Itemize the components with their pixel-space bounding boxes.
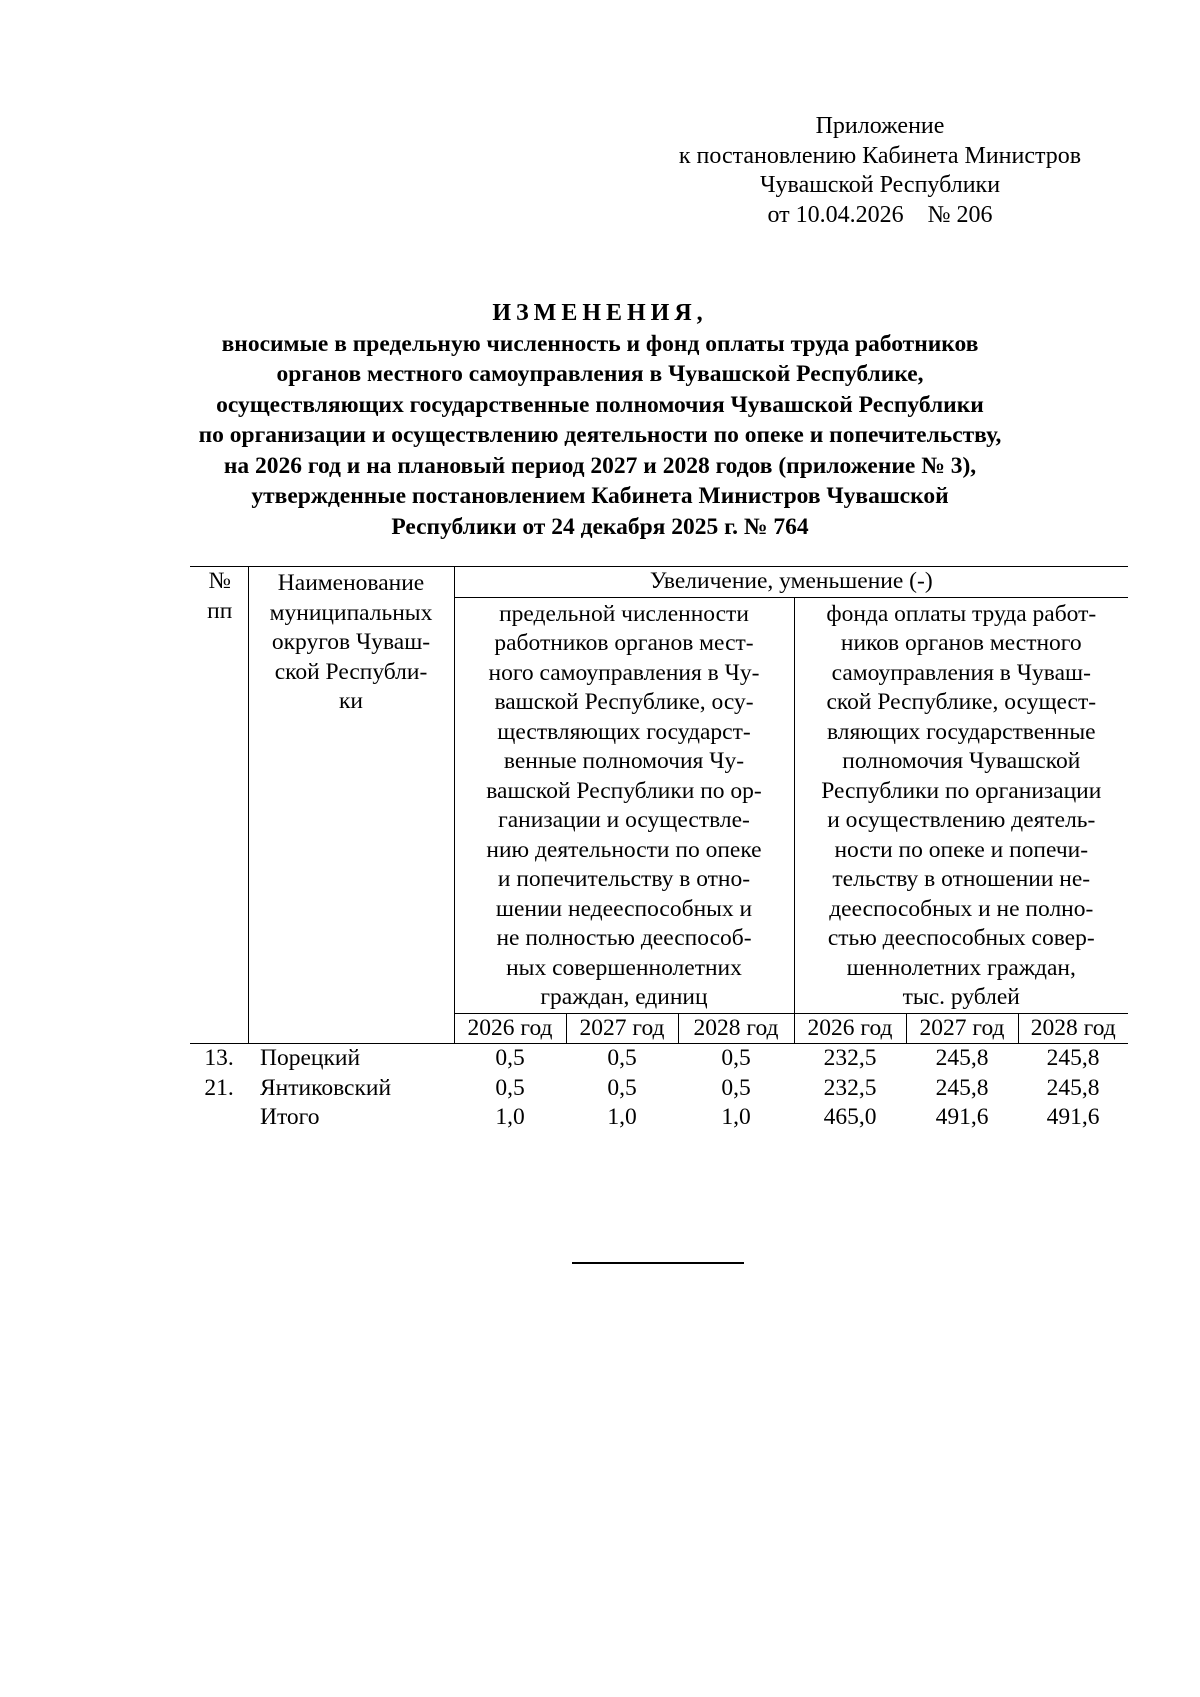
document-title (150, 298, 1050, 542)
table-header-row (190, 567, 1128, 598)
title-heading: ИЗМЕНЕНИЯ, (492, 300, 708, 326)
appendix-resolution-line: к постановлению Кабинета Министров (678, 142, 1082, 169)
table-row (190, 1044, 1128, 1074)
row-number: 13. (204, 1045, 234, 1071)
row-value: 0,5 (495, 1045, 525, 1071)
total-number-cell (190, 1103, 248, 1133)
appendix-label: Приложение (815, 113, 945, 139)
row-value: 245,8 (1046, 1045, 1100, 1071)
total-value: 491,6 (935, 1104, 989, 1130)
appendix-header (640, 112, 1120, 230)
row-name: Янтиковский (260, 1074, 392, 1101)
column-group-header: Увеличение, уменьшение (-) (454, 567, 1128, 598)
year-header: 2028 год (678, 1013, 794, 1044)
changes-table (190, 566, 1128, 1133)
year-header: 2026 год (454, 1013, 566, 1044)
total-value: 465,0 (823, 1104, 877, 1130)
year-header: 2026 год (794, 1013, 906, 1044)
total-label: Итого (260, 1104, 320, 1130)
year-header: 2027 год (906, 1013, 1018, 1044)
column-header-name: Наименование муниципальных округов Чуваш- ской Республи- ки (248, 567, 454, 1044)
appendix-republic-line: Чувашской Республики (759, 172, 1001, 198)
row-name: Порецкий (260, 1045, 361, 1071)
row-value: 0,5 (721, 1045, 751, 1071)
wage-fund-header: фонда оплаты труда работ- ников органов местного самоуправления в Чуваш- ской Республике, осущест- вляющих государственные полномочия Чувашской Республики по организации и осуществлению деятель- ности по опеке и попечи- тельству в отношении не- дееспособных и не полно- стью дееспособных совер- шеннолетних граждан, тыс. рублей (794, 597, 1128, 1013)
row-value: 0,5 (607, 1045, 637, 1071)
title-line: Республики от 24 декабря 2025 г. № 764 (391, 513, 809, 540)
title-line: органов местного самоуправления в Чувашской Республике, (276, 361, 924, 387)
staff-limit-header: предельной численности работников органов мест- ного самоуправления в Чу- вашской Республике, осу- ществляющих государст- венные полномочия Чу- вашской Республики по ор- ганизации и осуществле- нию деятельности по опеке и попечительству в отно- шении недееспособных и не полностью дееспособ- ных совершеннолетних граждан, единиц (454, 597, 794, 1013)
row-value: 232,5 (823, 1074, 877, 1101)
row-number: 21. (204, 1074, 234, 1101)
title-line: на 2026 год и на плановый период 2027 и 2028 годов (приложение № 3), (223, 452, 977, 479)
total-value: 491,6 (1046, 1104, 1100, 1130)
total-value: 1,0 (607, 1104, 637, 1130)
row-value: 0,5 (607, 1074, 637, 1101)
row-value: 0,5 (721, 1074, 751, 1101)
row-value: 245,8 (935, 1045, 989, 1071)
appendix-date-number: от 10.04.2026 № 206 (767, 201, 993, 228)
row-value: 232,5 (823, 1045, 877, 1071)
title-line: утвержденные постановлением Кабинета Министров Чувашской (251, 483, 949, 509)
title-line: по организации и осуществлению деятельности по опеке и попечительству, (198, 422, 1002, 448)
table-total-row (190, 1103, 1128, 1133)
column-header-number: № пп (190, 567, 248, 1044)
row-value: 245,8 (1046, 1074, 1100, 1101)
total-value: 1,0 (495, 1104, 525, 1130)
row-value: 245,8 (935, 1074, 989, 1101)
closing-rule (572, 1262, 744, 1264)
title-line: осуществляющих государственные полномочия Чувашской Республики (216, 391, 984, 418)
total-value: 1,0 (721, 1104, 751, 1130)
year-header: 2028 год (1018, 1013, 1128, 1044)
year-header: 2027 год (566, 1013, 678, 1044)
table-row (190, 1074, 1128, 1104)
title-line: вносимые в предельную численность и фонд оплаты труда работников (221, 330, 979, 357)
row-value: 0,5 (495, 1074, 525, 1101)
